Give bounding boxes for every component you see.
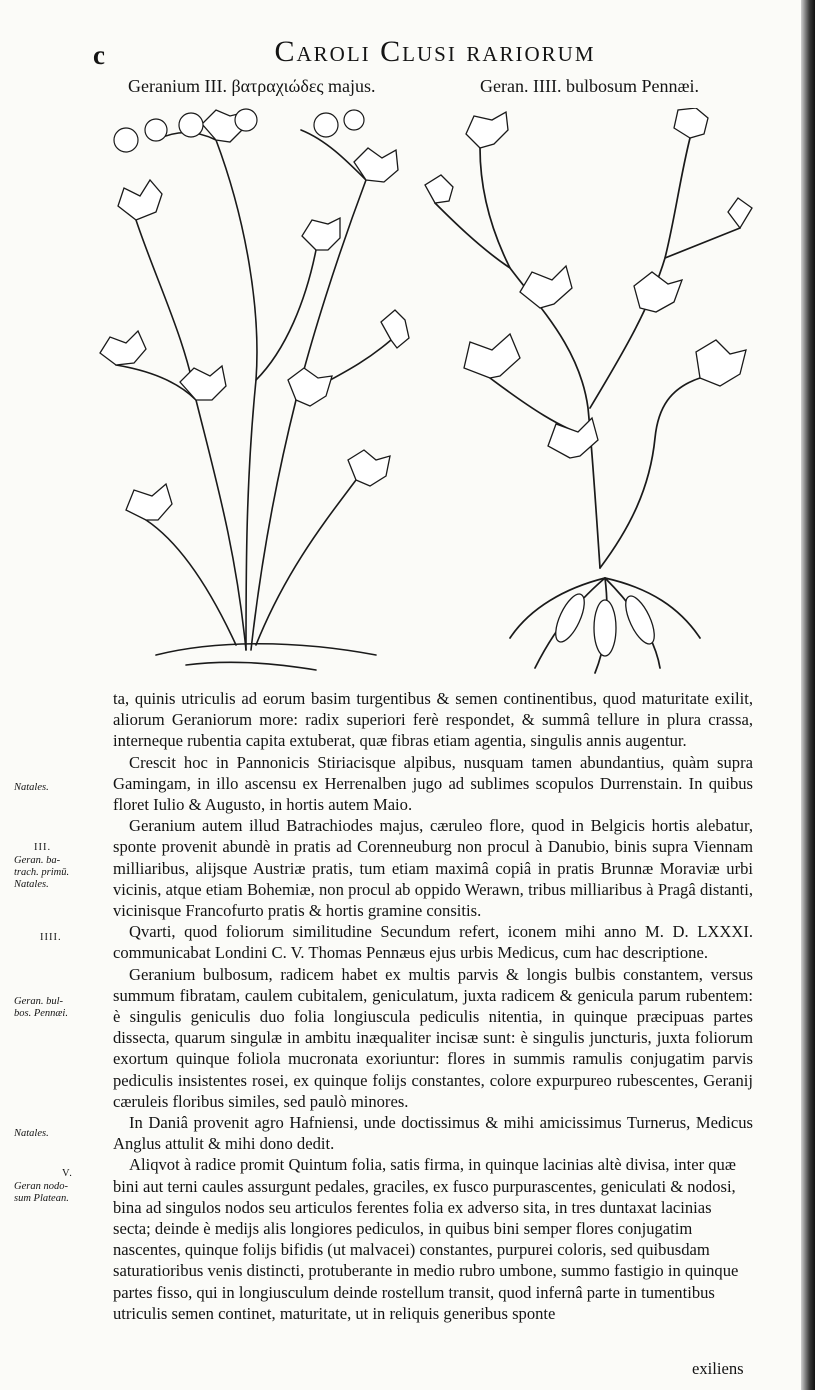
- woodcut-geranium-bulbosum: [420, 108, 755, 678]
- marginal-note-natales-1: Natales.: [14, 782, 49, 793]
- paragraph-5: Geranium bulbosum, radicem habet ex multis parvis & longis bulbis constantem, versus summum fibratam, caulem cubitalem, geniculatum, juxta radicem & genicula parum rubentem: è singulis geniculis duo folia longiuscula pediculis nitentia, in quinque præcipuas partes dissecta, quarum singulæ in ambitu inæqualiter incisæ sunt: è singulis juncturis, juxta foliorum exortum quinque foliola mucronata exoriuntur: flores in summis ramulis conjugatim parvis pediculis insistentes rosei, ex quinque folijs constantes, colore expurpureo rubescentes, Geranij cæruleis floribus similes, sed paulò minores.: [113, 964, 753, 1111]
- paragraph-6: In Daniâ provenit agro Hafniensi, unde doctissimus & mihi amicissimus Turnerus, Medicus Anglus attulit & mihi dono dedit.: [113, 1113, 753, 1154]
- paragraph-3: Geranium autem illud Batrachiodes majus, cæruleo flore, quod in Belgicis hortis alebatur, sponte provenit abundè in pratis ad Corenneuburg non procul à Danubio, binis supra Viennam milliaribus, alijsque Austriæ pratis, tum etiam maximâ copiâ in pratis Brunnæ Moraviæ urbi vicinis, atque etiam Bohemiæ, non procul ab oppido Werawn, tribus milliaribus à Pragâ distanti, vicinisque Francofurto pratis & hortis gramine consitis.: [113, 816, 753, 921]
- marginal-note-numeral-v: V.: [62, 1168, 73, 1179]
- woodcut-geranium-batrachioides: [96, 100, 411, 675]
- marginal-note-geran-nodosum: Geran nodo- sum Platean.: [14, 1181, 69, 1204]
- marginal-note-numeral-iiii: IIII.: [40, 932, 62, 943]
- marginal-note-natales-2: Natales.: [14, 1128, 49, 1139]
- paragraph-7: Aliqvot à radice promit Quintum folia, satis firma, in quinque lacinias altè divisa, inter quæ bini aut terni caules assurgunt pedales, graciles, ex fusco purpurascentes, geniculati & nodosi, bina ad singulos nodos seu articulos ferentes folia ex adverso sita, in tres duntaxat lacinias secta; deinde è medijs alis longiores pediculos, in quibus bini semper flores conjugatim nascentes, quinque folijs bifidis (ut malvacei) constantes, purpurei coloris, sed quibusdam saturatioribus venis distincti, protuberante in medio rubro umbone, summo fastigio in quinque partes fisso, qui in longiusculum deinde rostellum transit, quod infernâ parte in tumentibus utriculis semen continet, maturitate, ut in reliquis generibus sponte: [113, 1155, 739, 1323]
- marginal-note-geran-bulbosum: Geran. bul- bos. Pennæi.: [14, 996, 68, 1019]
- figure-caption-left: Geranium III. βατραχιώδες majus.: [128, 76, 376, 96]
- marginal-note-geran-batrach: Geran. ba- trach. primū. Natales.: [14, 855, 70, 890]
- page-gutter-shadow: [801, 0, 815, 1390]
- marginal-note-numeral-iii: III.: [34, 842, 52, 853]
- running-head: Caroli Clusi rariorum: [274, 35, 596, 68]
- paragraph-2: Crescit hoc in Pannonicis Stiriacisque alpibus, nusquam tamen abundantius, quàm supra Gamingam, in illo ascensu ex Herrenalben jugo ad sublimes scopulos Durrenstain. In quibus floret Iulio & Augusto, in hortis autem Maio.: [113, 752, 753, 815]
- paragraph-1: ta, quinis utriculis ad eorum basim turgentibus & semen continentibus, quod maturitate exilit, aliorum Geraniorum more: radix superiori ferè respondet, & summâ tellure in plura crassa, interneque rubentia capita extuberat, quæ fibras etiam agentia, singulis annis augentur.: [113, 689, 753, 751]
- body-text: [113, 688, 753, 1324]
- figure-caption-right: Geran. IIII. bulbosum Pennæi.: [480, 76, 699, 96]
- signature-mark: c: [93, 40, 105, 70]
- paragraph-4: Qvarti, quod foliorum similitudine Secundum refert, iconem mihi anno M. D. LXXXI. communicabat Londini C. V. Thomas Pennæus ejus urbis Medicus, cum hac descriptione.: [113, 922, 753, 963]
- catchword: exiliens: [692, 1359, 744, 1378]
